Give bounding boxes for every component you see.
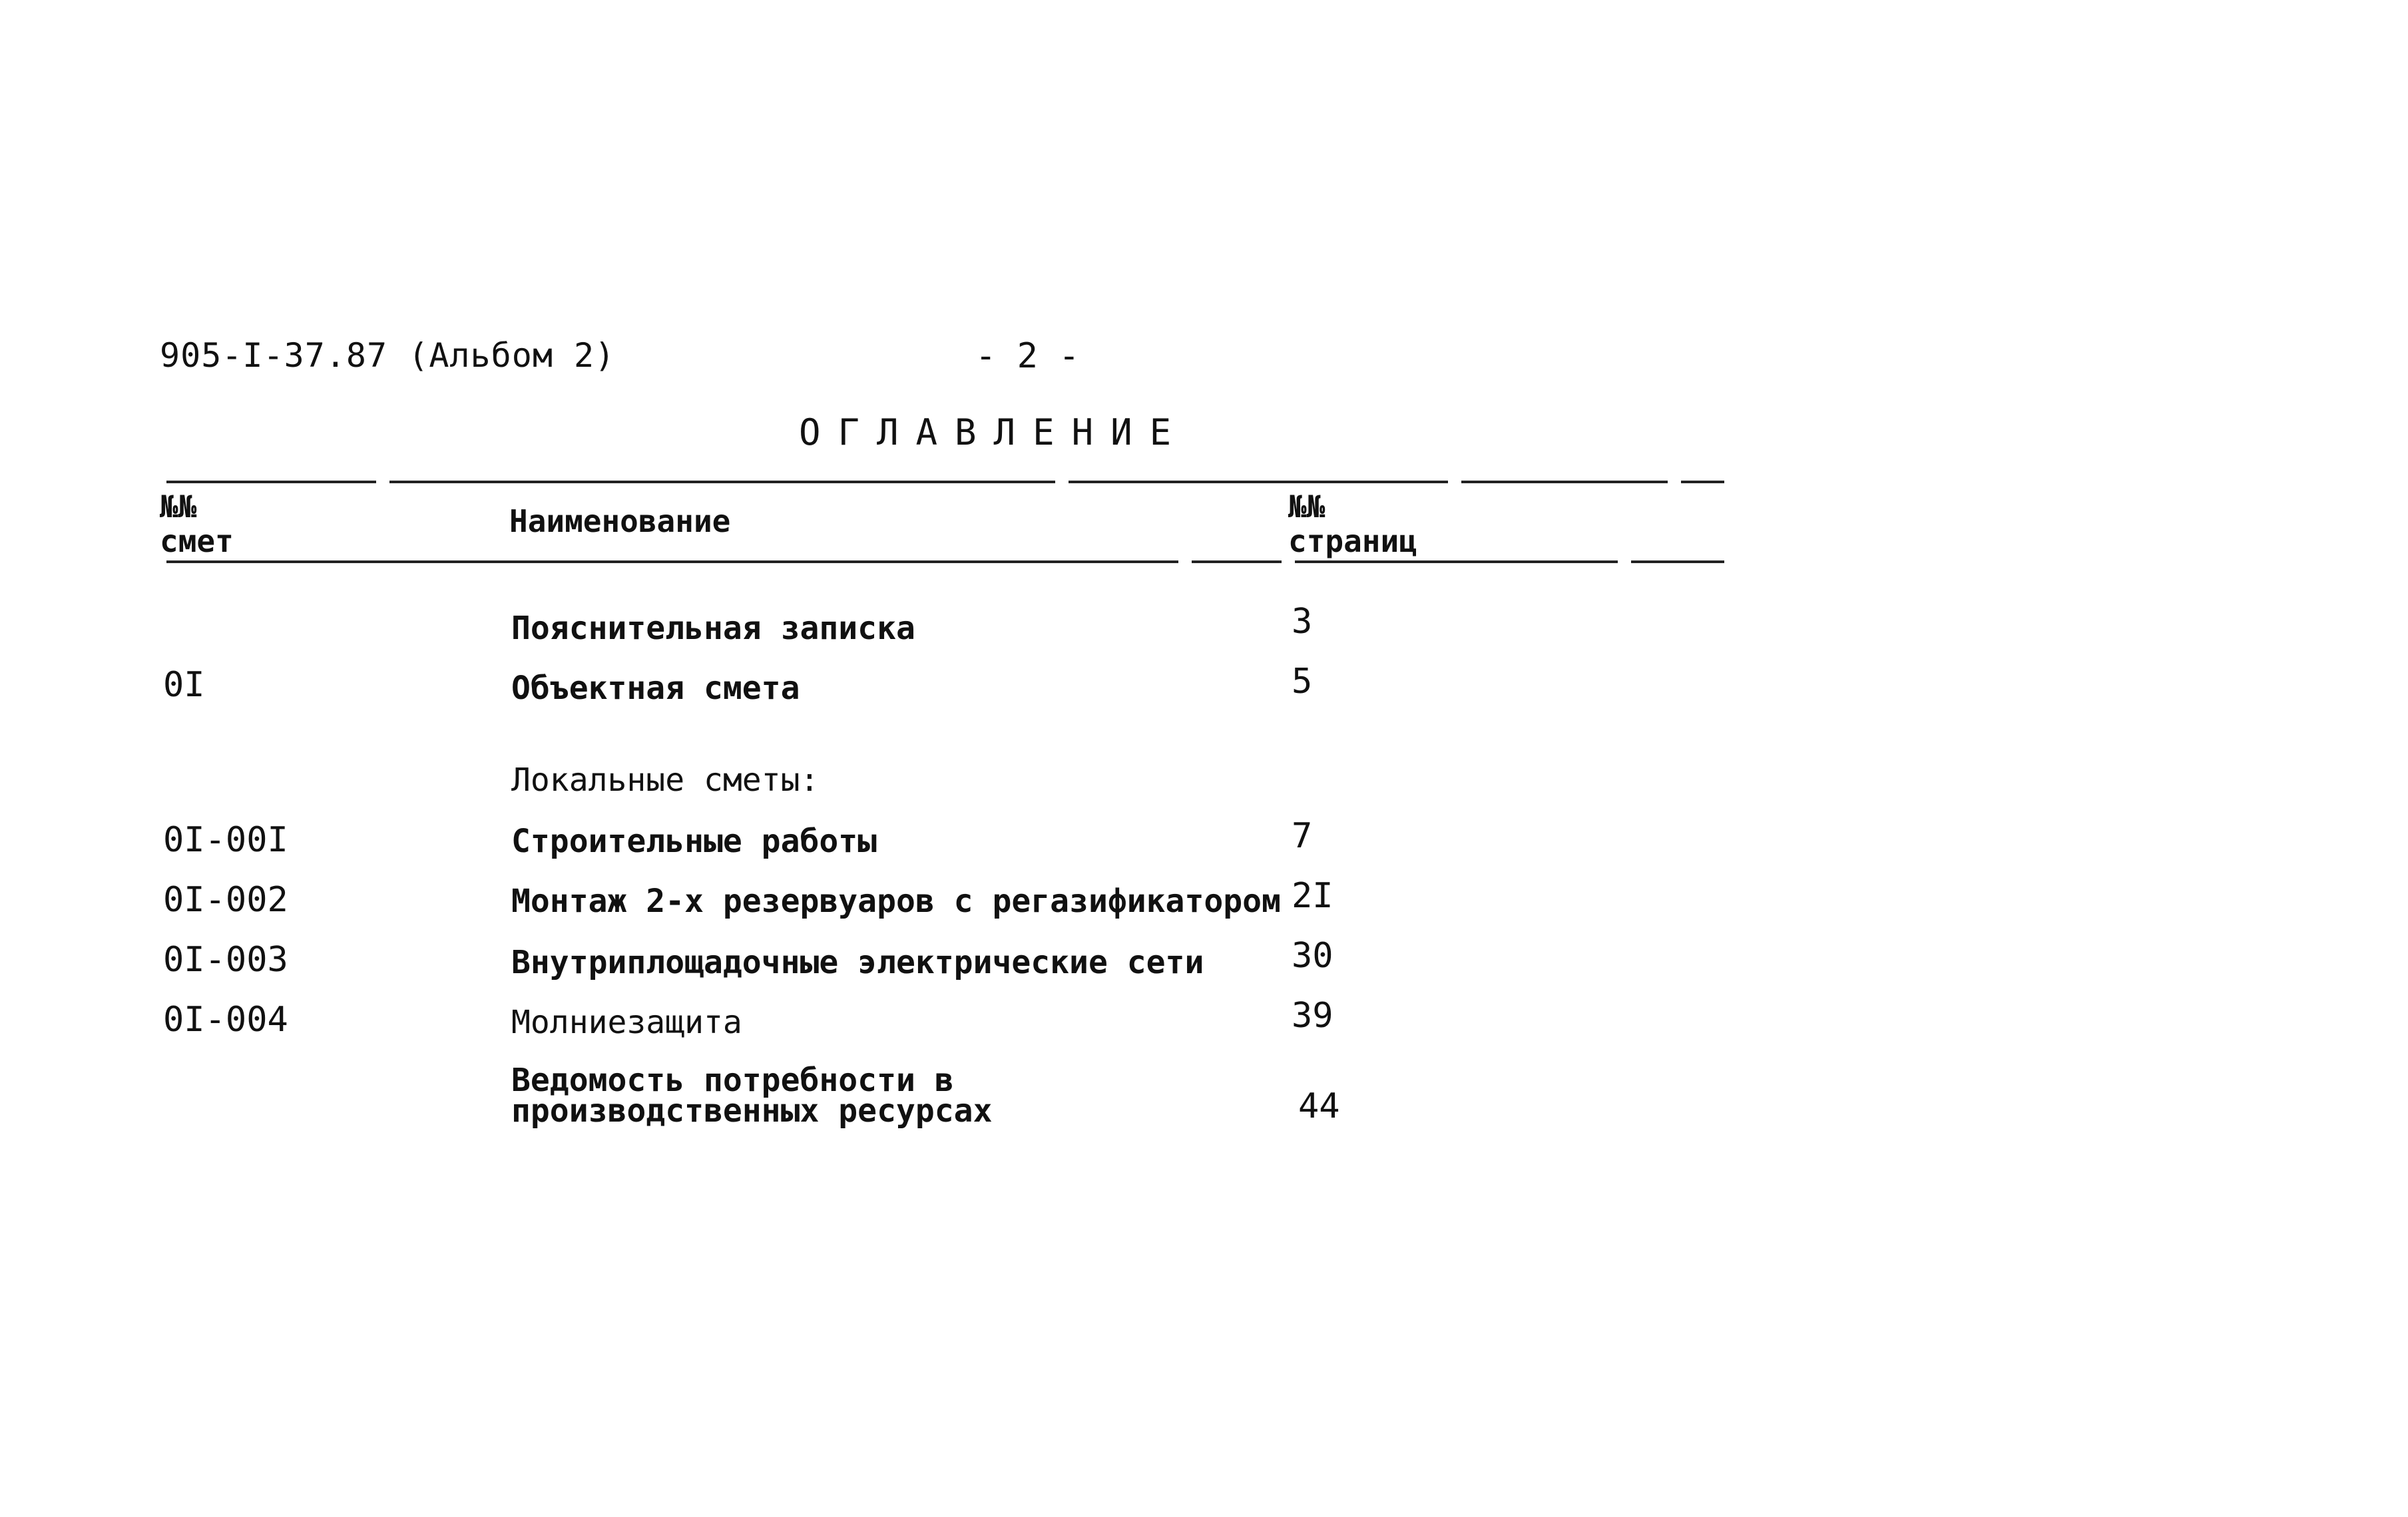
document-id: 905-I-37.87 (Альбом 2) — [160, 336, 616, 375]
header-pages-line1: №№ — [1288, 489, 1325, 525]
table-top-rule — [1681, 481, 1724, 483]
toc-row-name — [511, 1062, 1110, 1130]
header-number-line2: смет — [160, 523, 234, 559]
table-header-rule — [1631, 560, 1724, 563]
toc-row-name: Объектная смета — [511, 670, 800, 707]
header-cell-number — [160, 489, 333, 558]
toc-row-name: Внутриплощадочные электрические сети — [511, 944, 1204, 981]
table-header-rule — [1295, 560, 1618, 563]
header-pages-line2: страниц — [1288, 523, 1417, 559]
toc-row-name: Строительные работы — [511, 823, 877, 860]
toc-row-page: 3 — [1292, 602, 1313, 642]
header-cell-pages — [1288, 489, 1417, 558]
toc-row-name: Молниезащита — [511, 1004, 742, 1041]
toc-row-name-line2: производственных ресурсах — [511, 1092, 993, 1130]
toc-row-code: 0I-00I — [163, 820, 288, 860]
toc-row-code: 0I-003 — [163, 940, 288, 980]
toc-row-page: 5 — [1292, 662, 1313, 702]
table-top-rule — [389, 481, 1055, 483]
toc-row-page: 7 — [1292, 816, 1313, 856]
toc-row-page: 39 — [1292, 996, 1333, 1036]
toc-row-code: 0I-004 — [163, 1000, 288, 1040]
table-header-rule — [1192, 560, 1282, 563]
toc-row-code: 0I — [163, 665, 205, 705]
table-top-rule — [166, 481, 376, 483]
toc-title: ОГЛАВЛЕНИЕ — [799, 411, 1189, 453]
table-top-rule — [1461, 481, 1668, 483]
toc-row-name: Пояснительная записка — [511, 610, 915, 647]
table-top-rule — [1069, 481, 1448, 483]
page-number: - 2 - — [975, 336, 1080, 376]
toc-row-code: 0I-002 — [163, 880, 288, 920]
toc-row-page: 44 — [1298, 1086, 1340, 1126]
toc-row-page: 30 — [1292, 936, 1333, 976]
header-cell-name: Наименование — [509, 503, 731, 539]
toc-row-name: Монтаж 2-х резервуаров с регазификатором — [511, 883, 1281, 920]
toc-section-label: Локальные сметы: — [511, 761, 820, 799]
toc-row-page: 2I — [1292, 876, 1333, 916]
toc-row-name-line1: Ведомость потребности в — [511, 1062, 954, 1099]
header-number-line1: №№ — [160, 489, 197, 525]
table-header-rule — [166, 560, 1178, 563]
